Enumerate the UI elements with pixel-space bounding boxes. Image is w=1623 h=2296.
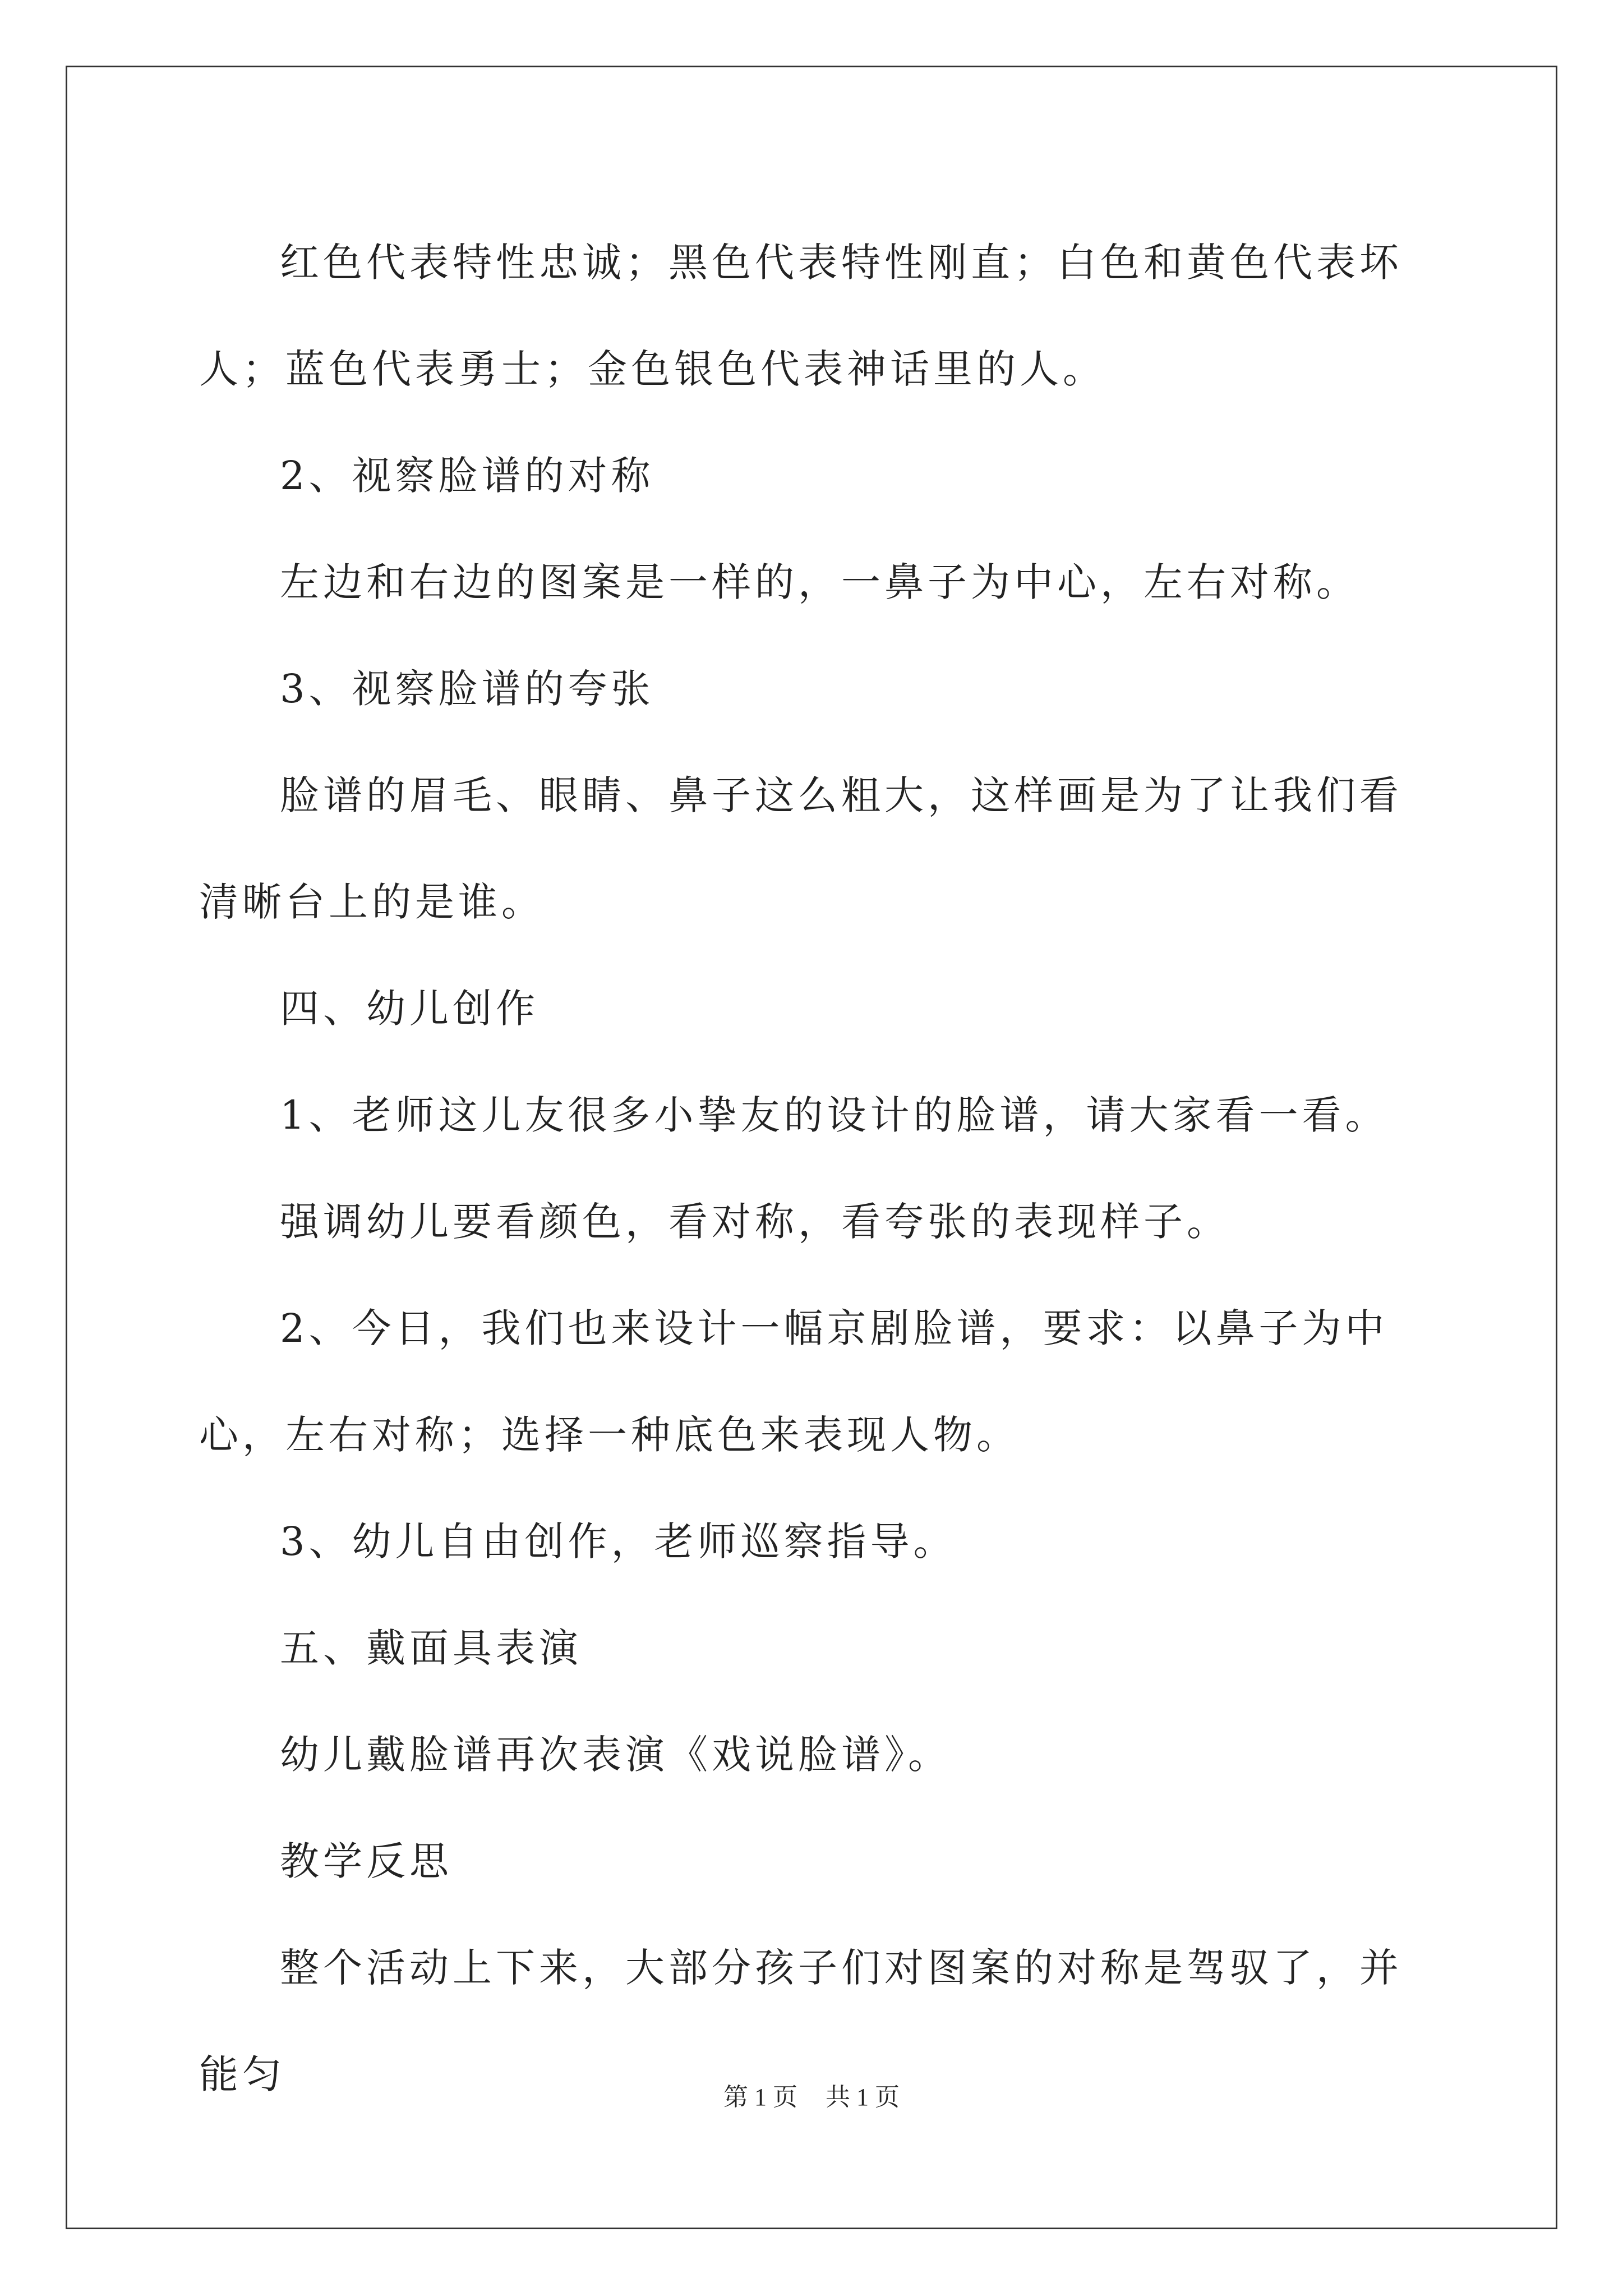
- heading-observe-symmetry: 2、视察脸谱的对称: [280, 453, 654, 499]
- paragraph-teacher-examples: 1、老师这儿友很多小挚友的设计的脸谱，请大家看一看。: [280, 1092, 1389, 1138]
- paragraph-free-creation: 3、幼儿自由创作，老师巡察指导。: [280, 1519, 957, 1565]
- page-footer: [0, 2077, 1623, 2113]
- paragraph-emphasis: 强调幼儿要看颜色，看对称，看夸张的表现样子。: [280, 1199, 1230, 1245]
- document-body: [199, 209, 1438, 2128]
- paragraph-performance: 幼儿戴脸谱再次表演《戏说脸谱》。: [280, 1732, 951, 1778]
- paragraph-symmetry: 左边和右边的图案是一样的，一鼻子为中心，左右对称。: [280, 559, 1359, 605]
- heading-observe-exaggeration: 3、视察脸谱的夸张: [280, 666, 654, 712]
- page-number: 第 1 页: [723, 2083, 797, 2111]
- heading-mask-performance: 五、戴面具表演: [280, 1625, 582, 1671]
- paragraph-exaggeration: 脸谱的眉毛、眼睛、鼻子这么粗大，这样画是为了让我们看清晰台上的是谁。: [199, 772, 1403, 925]
- paragraph-color-meanings: 红色代表特性忠诚；黑色代表特性刚直；白色和黄色代表坏人；蓝色代表勇士；金色银色代表神话里的人。: [199, 240, 1403, 392]
- paragraph-design-task: 2、今日，我们也来设计一幅京剧脸谱，要求：以鼻子为中心，左右对称；选择一种底色来表现人物。: [199, 1305, 1389, 1458]
- paragraph-reflection: 整个活动上下来，大部分孩子们对图案的对称是驾驭了，并能匀: [199, 1945, 1403, 2097]
- heading-teaching-reflection: 教学反思: [280, 1838, 453, 1884]
- heading-children-creation: 四、幼儿创作: [280, 986, 539, 1032]
- page-total: 共 1 页: [826, 2083, 900, 2111]
